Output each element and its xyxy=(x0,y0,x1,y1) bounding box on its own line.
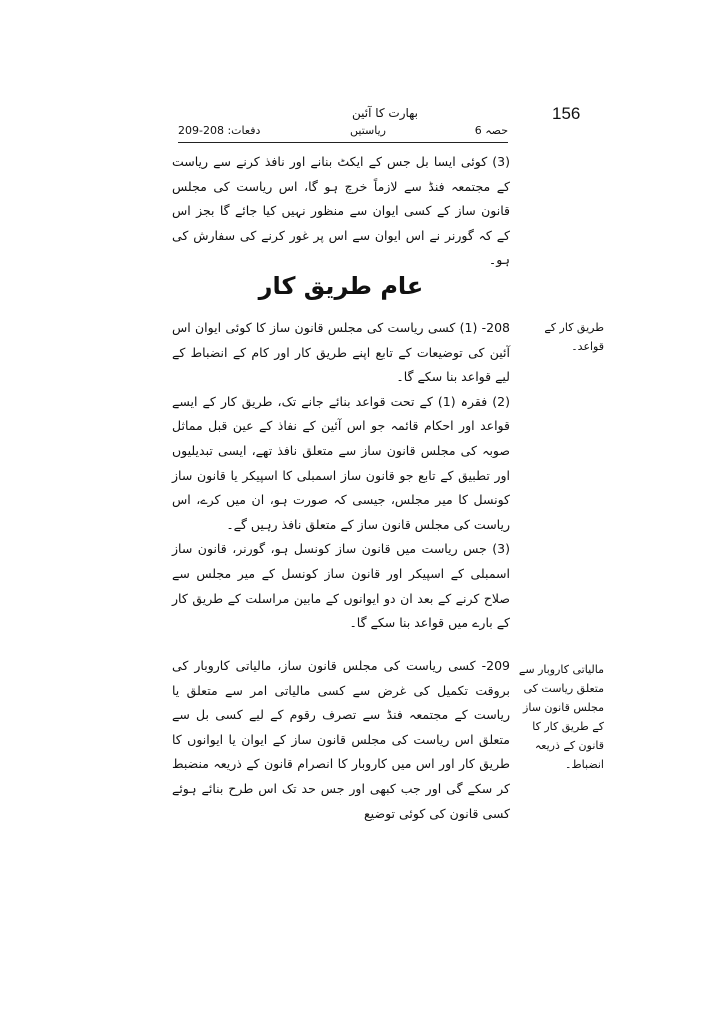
running-header xyxy=(178,124,508,142)
paragraph: (3) جس ریاست میں قانون ساز کونسل ہو، گورنر، قانون ساز اسمبلی کے اسپیکر اور قانون ساز کونسل کے میر مجلس سے صلاح کرنے کے بعد ان دو ایوانوں کے مابین مراسلت کے طریق کار کے بارے میں قواعد بنا سکے گا۔ xyxy=(172,541,510,631)
section-209 xyxy=(172,654,510,826)
header-divider xyxy=(178,142,508,143)
chapter-label: ریاستیں xyxy=(350,124,386,137)
margin-note-209: مالیاتی کاروبار سے متعلق ریاست کی مجلس قانون ساز کے طریق کار کا قانون کے ذریعہ انضباط۔ xyxy=(518,663,604,771)
paragraph: (2) فقرہ (1) کے تحت قواعد بنائے جانے تک، طریق کار کے ایسے قواعد اور احکام قائمہ جو اس آئین کے نفاذ کے عین قبل مماثل صوبہ کی مجلس قانون ساز سے متعلق نافذ تھے، ایسی تبدیلیوں اور تطبیق کے تابع جو قانون ساز اسمبلی کا اسپیکر یا قانون ساز کونسل کا میر مجلس، جیسی کہ صورت ہو، ان میں کرے، اس ریاست کی مجلس قانون ساز کے متعلق نافذ رہیں گے۔ xyxy=(172,393,510,532)
section-207-clause-3 xyxy=(172,150,510,273)
paragraph: (3) کوئی ایسا بل جس کے ایکٹ بنانے اور نافذ کرنے سے ریاست کے مجتمعہ فنڈ سے لازماً خرچ ہو گا، اس ریاست کی مجلس قانون ساز کے کسی ایوان سے منظور نہیں کیا جائے گا بجز اس کے کہ گورنر نے اس ایوان سے اس پر غور کرنے کی سفارش کی ہو۔ xyxy=(172,154,510,268)
part-label: حصہ 6 xyxy=(474,124,508,137)
section-heading: عام طریق کار xyxy=(258,272,424,300)
sections-label: دفعات: 208-209 xyxy=(178,124,261,137)
section-208 xyxy=(172,316,510,636)
margin-note-208: طریق کار کے قواعد۔ xyxy=(544,321,604,353)
page-number: 156 xyxy=(552,104,581,123)
running-title: بھارت کا آئین xyxy=(351,106,419,120)
paragraph: 209- کسی ریاست کی مجلس قانون ساز، مالیاتی کاروبار کی بروقت تکمیل کی غرض سے کسی مالیاتی امر سے متعلق یا ریاست کے مجتمعہ فنڈ سے تصرف رقوم کے لیے کسی بل سے متعلق اس ریاست کی مجلس قانون ساز کے ایوان یا ایوانوں کا طریق کار اور اس میں کاروبار کا انصرام قانون کے ذریعہ منضبط کر سکے گی اور جب کبھی اور جس حد تک اس طرح بنائے ہوئے کسی قانون کی کوئی توضیع xyxy=(172,658,510,821)
paragraph: 208- (1) کسی ریاست کی مجلس قانون ساز کا کوئی ایوان اس آئین کی توضیعات کے تابع اپنے طریق کار اور کام کے انضباط کے لیے قواعد بنا سکے گا۔ xyxy=(172,320,510,385)
